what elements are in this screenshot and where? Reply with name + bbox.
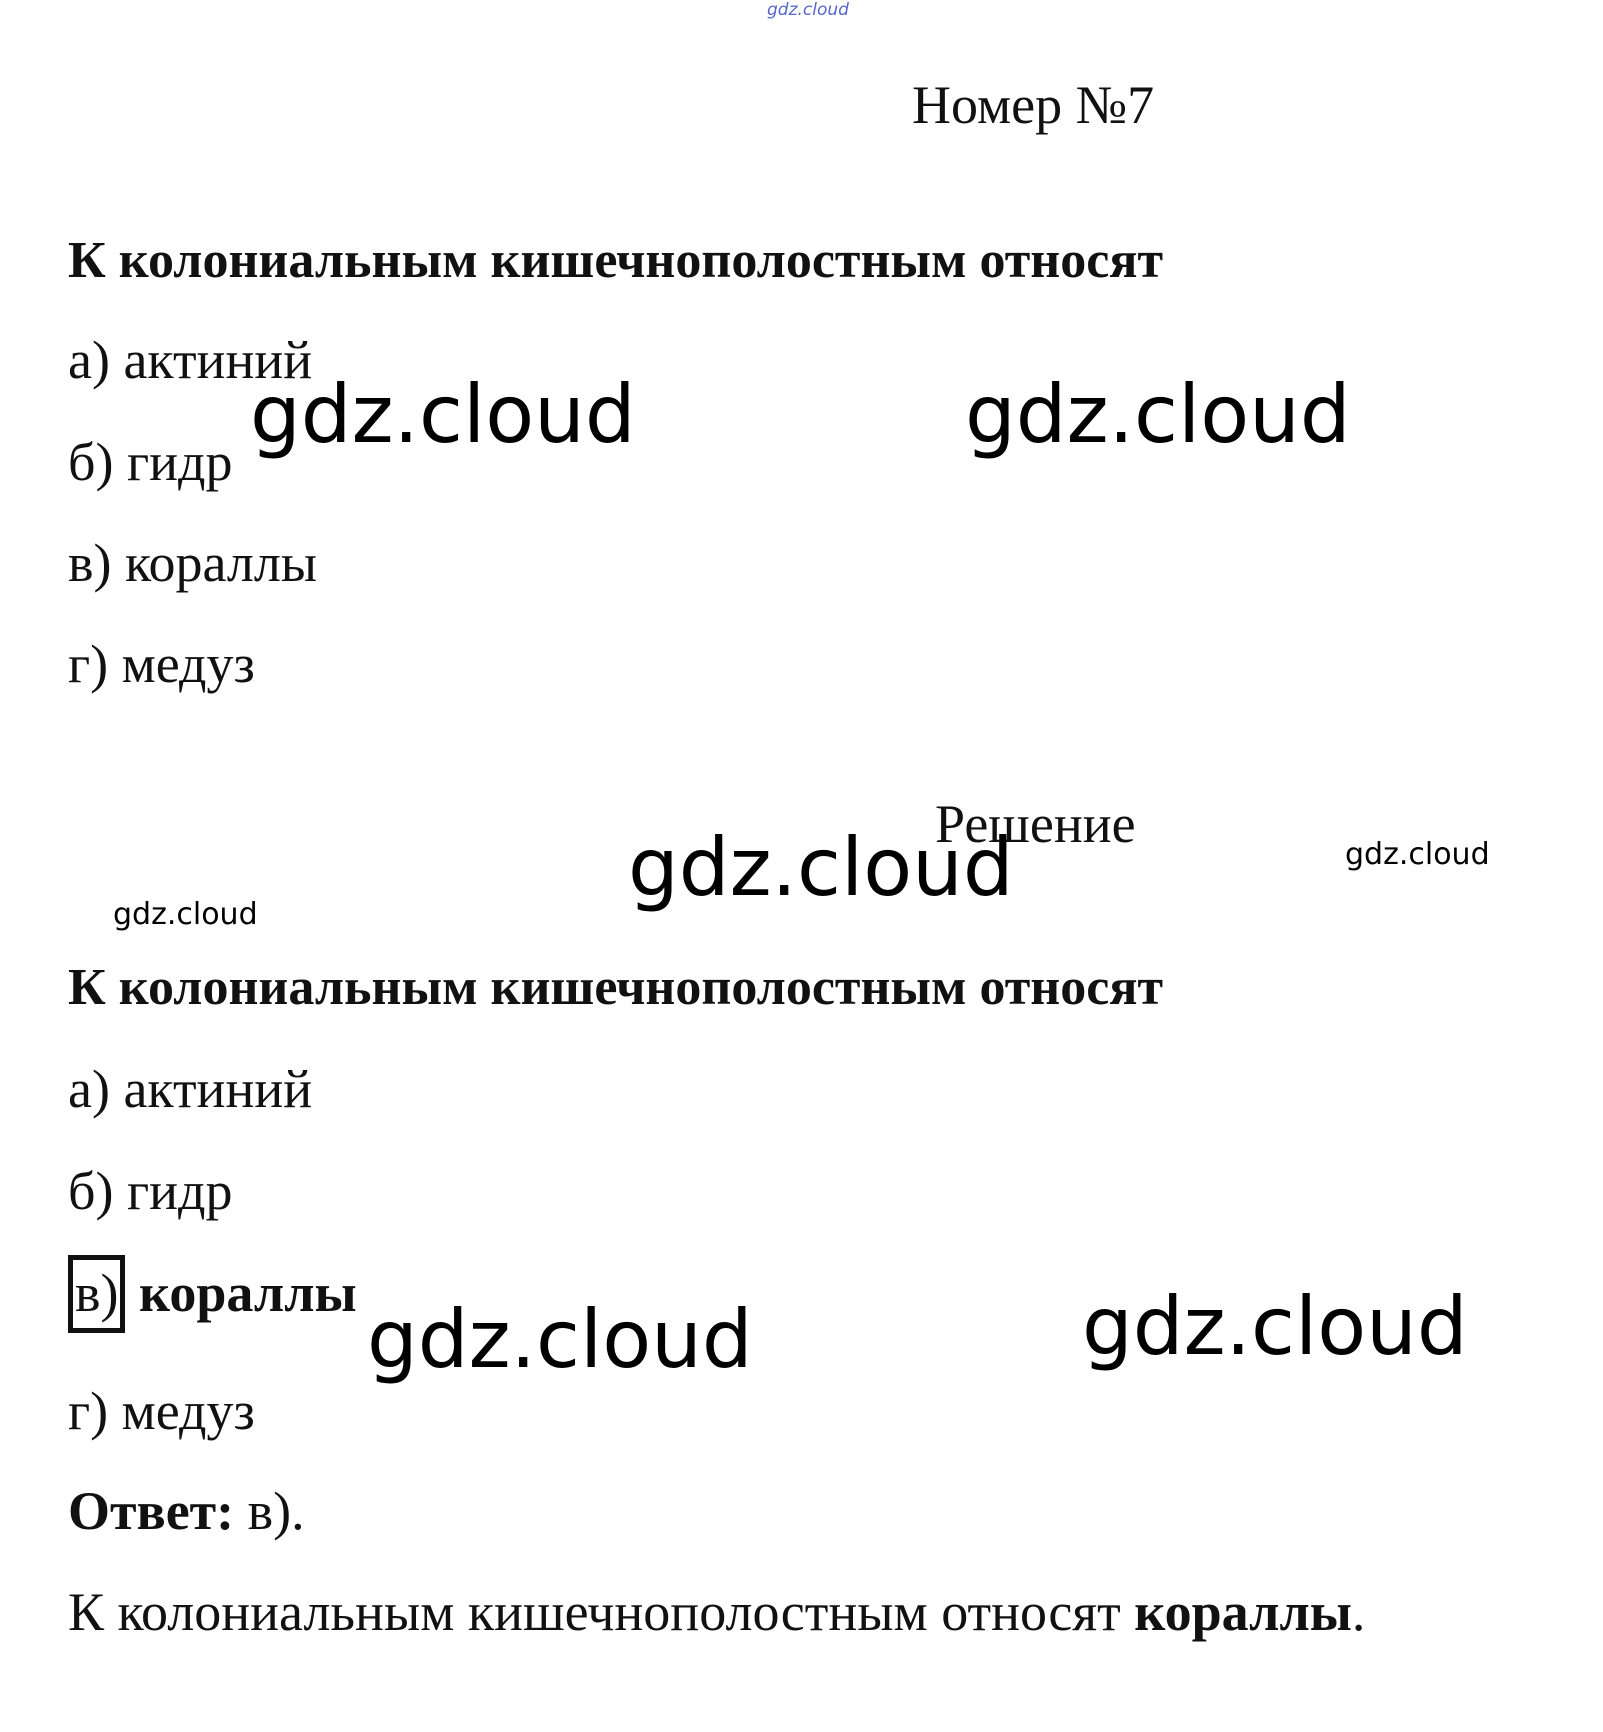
answer-line xyxy=(68,1481,305,1541)
solution-text: К колониальным кишечнополостным относят xyxy=(68,959,1164,1016)
selected-option-text: кораллы xyxy=(138,1263,357,1323)
conclusion-line xyxy=(68,1582,1366,1642)
conclusion-bold: кораллы xyxy=(1134,1582,1352,1642)
watermark: gdz.cloud xyxy=(250,368,636,461)
selected-option-box: в) xyxy=(68,1255,125,1333)
conclusion-suffix: . xyxy=(1351,1582,1366,1642)
watermark: gdz.cloud xyxy=(965,368,1351,461)
watermark: gdz.cloud xyxy=(628,821,1014,914)
watermark: gdz.cloud xyxy=(367,1293,753,1386)
solution-option-b: б) гидр xyxy=(68,1161,233,1221)
solution-heading: Решение xyxy=(935,794,1136,854)
conclusion-prefix: К колониальным кишечнополостным относят xyxy=(68,1582,1135,1642)
question-option-b: б) гидр xyxy=(68,432,233,492)
answer-value: в). xyxy=(234,1481,305,1541)
answer-label: Ответ: xyxy=(68,1481,235,1541)
solution-option-a: а) актиний xyxy=(68,1059,313,1119)
solution-option-g: г) медуз xyxy=(68,1381,255,1441)
solution-option-v-row xyxy=(68,1255,357,1333)
question-option-g: г) медуз xyxy=(68,634,255,694)
watermark: gdz.cloud xyxy=(1345,837,1490,872)
question-option-a: а) актиний xyxy=(68,330,313,390)
question-text: К колониальным кишечнополостным относят xyxy=(68,232,1164,289)
watermark: gdz.cloud xyxy=(113,897,258,932)
watermark: gdz.cloud xyxy=(1082,1280,1468,1373)
watermark-top: gdz.cloud xyxy=(767,0,849,20)
page-title: Номер №7 xyxy=(912,75,1155,135)
question-option-v: в) кораллы xyxy=(68,533,318,593)
